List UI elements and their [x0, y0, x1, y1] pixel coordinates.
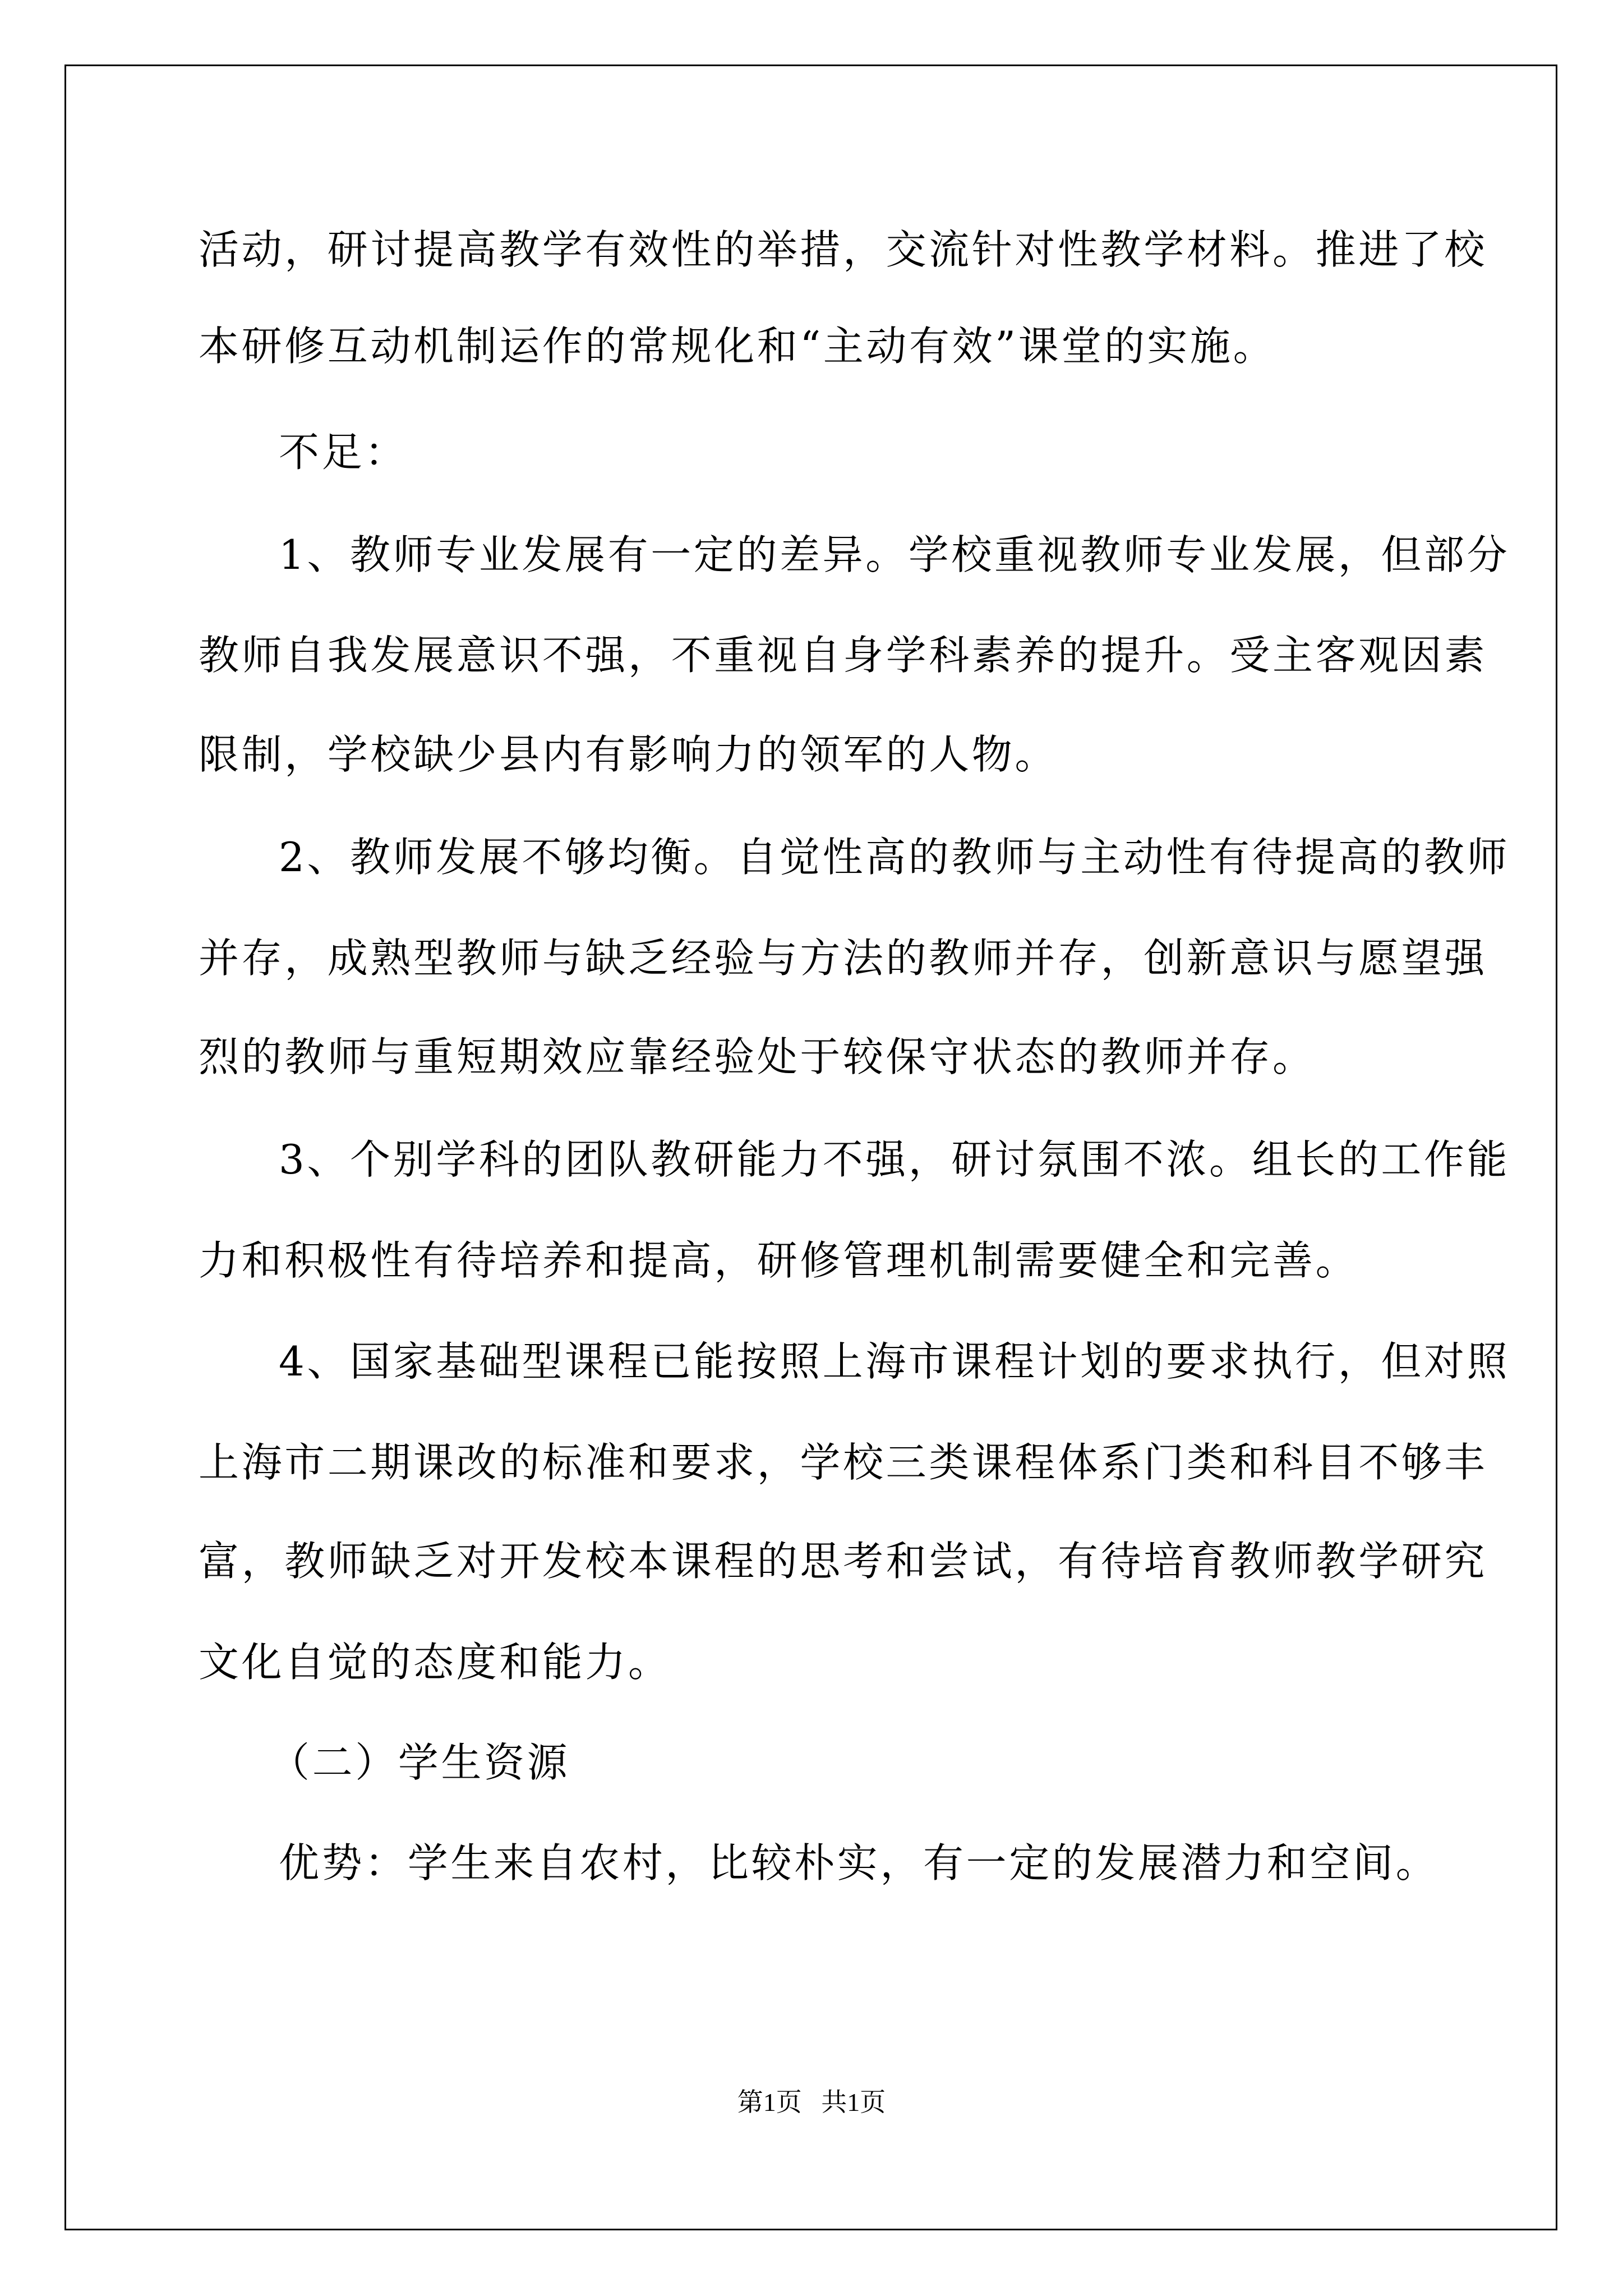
body-line: 力和积极性有待培养和提高，研修管理机制需要健全和完善。 — [199, 1237, 1359, 1284]
subsection-heading: （二）学生资源 — [269, 1739, 570, 1786]
body-line: 并存，成熟型教师与缺乏经验与方法的教师并存，创新意识与愿望强 — [199, 935, 1488, 982]
body-line: 本研修互动机制运作的常规化和“主动有效”课堂的实施。 — [199, 323, 1276, 370]
body-line: 活动，研讨提高教学有效性的举措，交流针对性教学材料。推进了校 — [199, 226, 1488, 273]
section-heading: 不足： — [279, 429, 408, 476]
page-footer: 第1页 共1页 — [737, 2088, 886, 2116]
list-item-4: 4、国家基础型课程已能按照上海市课程计划的要求执行，但对照 — [279, 1338, 1510, 1385]
list-item-2: 2、教师发展不够均衡。自觉性高的教师与主动性有待提高的教师 — [279, 834, 1510, 881]
body-line: 文化自觉的态度和能力。 — [199, 1639, 671, 1686]
body-line: 优势：学生来自农村，比较朴实，有一定的发展潜力和空间。 — [279, 1839, 1439, 1887]
body-line: 富，教师缺乏对开发校本课程的思考和尝试，有待培育教师教学研究 — [199, 1538, 1488, 1585]
list-item-3: 3、个别学科的团队教研能力不强，研讨氛围不浓。组长的工作能 — [279, 1136, 1510, 1183]
body-line: 烈的教师与重短期效应靠经验处于较保守状态的教师并存。 — [199, 1033, 1316, 1080]
body-line: 限制，学校缺少县内有影响力的领军的人物。 — [199, 731, 1058, 778]
body-line: 上海市二期课改的标准和要求，学校三类课程体系门类和科目不够丰 — [199, 1439, 1488, 1486]
list-item-1: 1、教师专业发展有一定的差异。学校重视教师专业发展，但部分 — [279, 531, 1510, 578]
body-line: 教师自我发展意识不强，不重视自身学科素养的提升。受主客观因素 — [199, 632, 1488, 679]
